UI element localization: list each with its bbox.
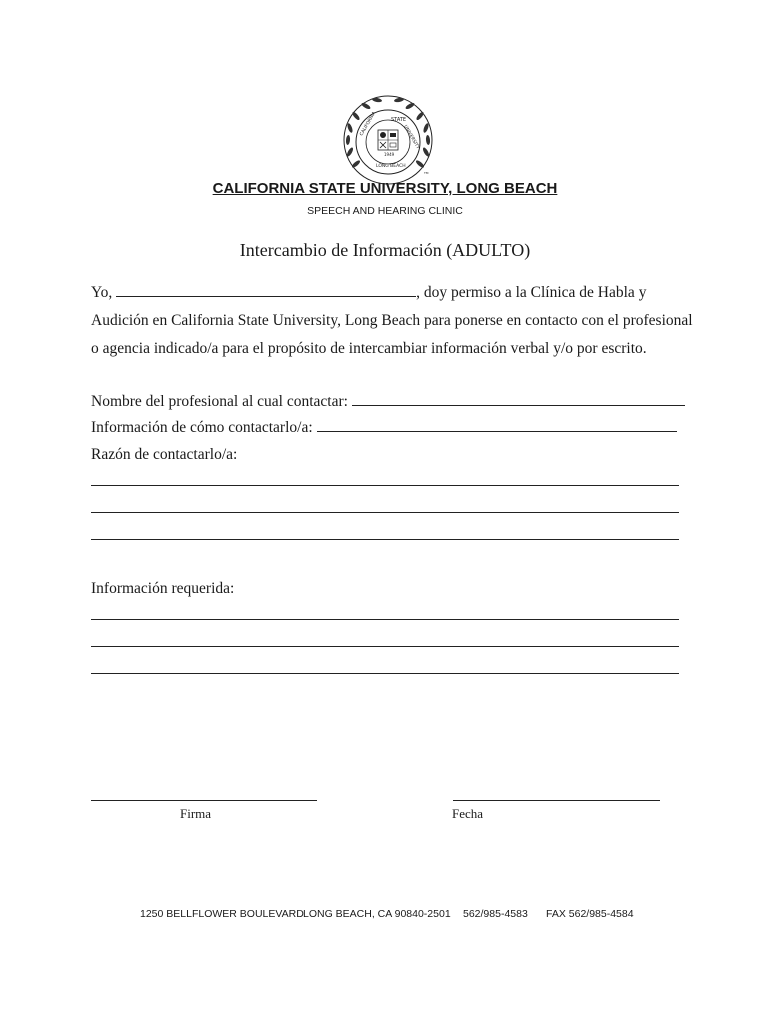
clinic-name: SPEECH AND HEARING CLINIC <box>307 205 463 217</box>
form-title: Intercambio de Información (ADULTO) <box>239 240 531 260</box>
required-info-line-1[interactable] <box>91 619 679 620</box>
required-info-line-3[interactable] <box>91 673 679 674</box>
seal-text-bottom: LONG BEACH <box>376 164 406 169</box>
reason-line-1[interactable] <box>91 485 679 486</box>
reason-line-3[interactable] <box>91 539 679 540</box>
footer-city: LONG BEACH, CA 90840-2501 <box>303 908 451 920</box>
intro-suffix: , doy permiso a la Clínica de Habla y <box>416 284 647 301</box>
date-field[interactable] <box>453 800 660 801</box>
reason-label: Razón de contactarlo/a: <box>91 446 238 463</box>
contact-info-label: Información de cómo contactarlo/a: <box>91 419 317 436</box>
name-field[interactable] <box>116 284 416 297</box>
contact-name-row <box>91 393 691 411</box>
university-seal <box>340 92 436 188</box>
footer-fax: FAX 562/985-4584 <box>546 908 634 920</box>
footer-phone: 562/985-4583 <box>463 908 528 920</box>
required-info-line-2[interactable] <box>91 646 679 647</box>
intro-line-3: o agencia indicado/a para el propósito de intercambiar información verbal y/o por escrito. <box>91 340 647 357</box>
contact-info-row <box>91 419 691 437</box>
university-name: CALIFORNIA STATE UNIVERSITY, LONG BEACH <box>212 180 558 197</box>
footer-address: 1250 BELLFLOWER BOULEVARD <box>140 908 304 920</box>
signature-label: Firma <box>180 806 212 821</box>
contact-name-field[interactable] <box>352 393 685 406</box>
intro-prefix: Yo, <box>91 284 117 301</box>
seal-year: 1949 <box>384 152 395 157</box>
date-label: Fecha <box>452 806 484 821</box>
seal-tm: TM <box>424 171 429 175</box>
intro-line-2: Audición en California State University, Long Beach para ponerse en contacto con el profesional <box>91 312 693 329</box>
contact-info-field[interactable] <box>317 419 677 432</box>
required-info-label: Información requerida: <box>91 580 235 597</box>
contact-name-label: Nombre del profesional al cual contactar: <box>91 393 352 410</box>
seal-text-right: UNIVERSITY <box>402 124 420 151</box>
intro-line-1 <box>91 284 691 302</box>
signature-field[interactable] <box>91 800 317 801</box>
seal-text-top: STATE <box>391 117 407 123</box>
seal-text-left: CALIFORNIA <box>359 111 378 137</box>
reason-line-2[interactable] <box>91 512 679 513</box>
